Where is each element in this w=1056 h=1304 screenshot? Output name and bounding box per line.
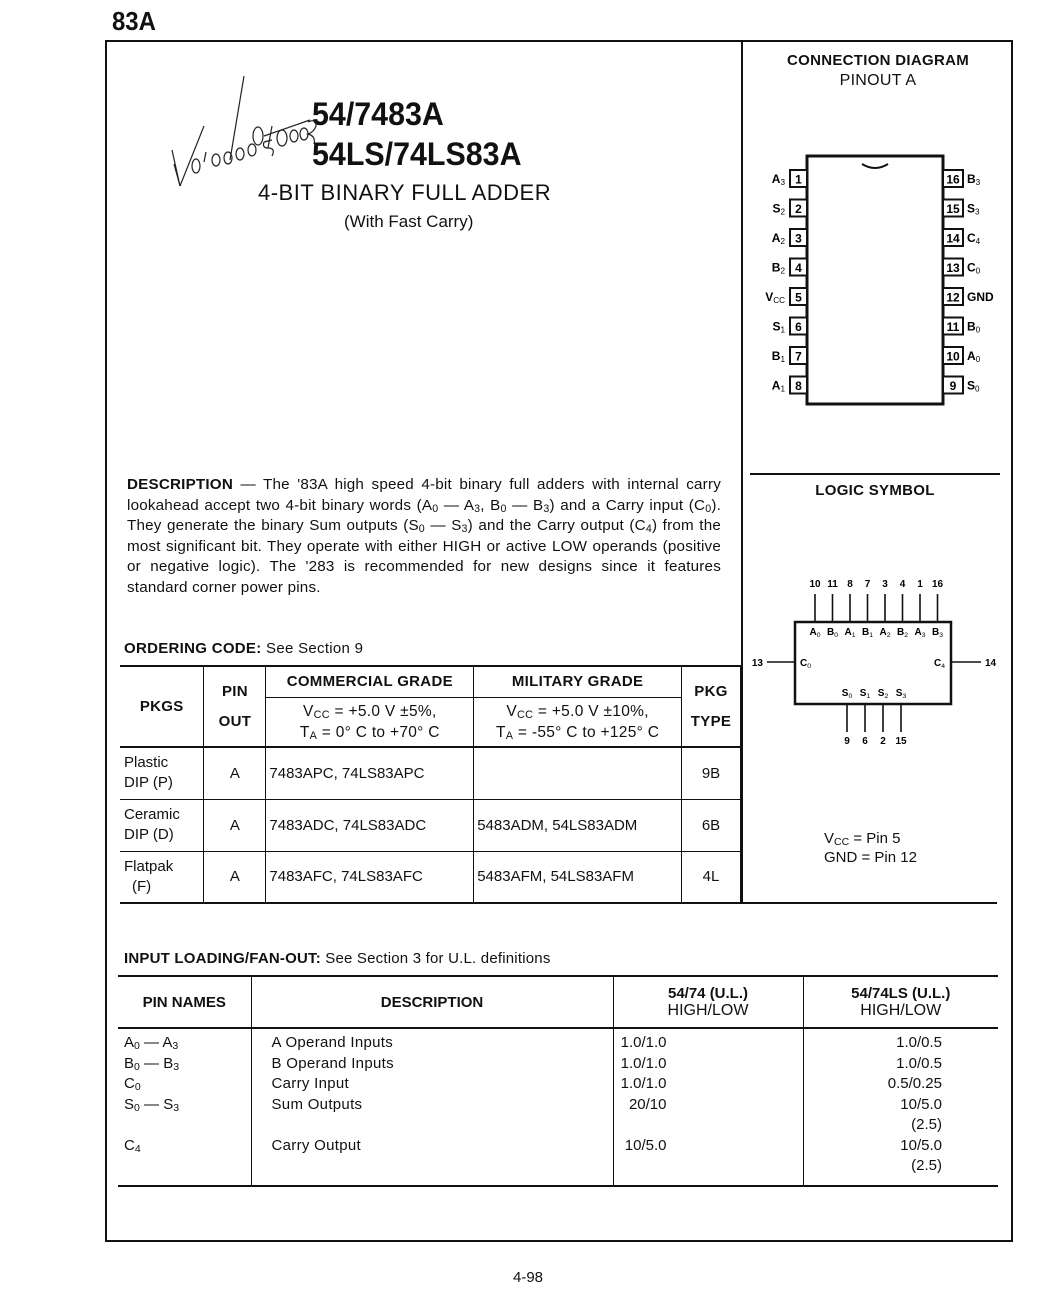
table-row — [118, 1136, 998, 1186]
pinout-diagram — [750, 150, 1010, 410]
pin-4 — [772, 259, 807, 276]
output-S0 — [842, 688, 853, 747]
std-loading: 1.0/1.0 — [613, 1074, 803, 1095]
col-pinout: PIN OUT — [204, 666, 266, 747]
pin-number: 1 — [795, 172, 802, 187]
pin-number: 15 — [895, 736, 907, 747]
pin-number: 14 — [946, 231, 960, 246]
pin-number: 2 — [880, 736, 886, 747]
signal-name: $C_0$ — [800, 658, 812, 670]
pin-name: VCC — [765, 290, 785, 305]
pin-name: C0 — [967, 260, 981, 276]
pin-number: 7 — [795, 349, 802, 364]
ic-body — [807, 156, 943, 404]
signal-name: $A_1$ — [844, 627, 856, 639]
pin-name: B2 — [771, 260, 785, 276]
pin-7 — [772, 347, 807, 364]
pin-9 — [943, 377, 980, 394]
pin-number: 16 — [931, 579, 944, 590]
device-subtitle: (With Fast Carry) — [344, 212, 474, 231]
pin-name: S3 — [967, 201, 980, 217]
input-loading-table — [118, 975, 998, 1187]
commercial-conditions: $V_{CC} = +5.0$ V ±5%, $T_A = 0^\circ$ C to +70° C — [266, 697, 474, 747]
pin-1 — [772, 170, 807, 187]
pin-name: S1 — [772, 319, 785, 335]
signal-name: $S_2$ — [877, 688, 889, 700]
pin-2 — [772, 200, 807, 217]
table-row — [118, 1095, 998, 1136]
part-number-ls: 54LS/74LS83A — [312, 136, 522, 172]
pin-number: 10 — [946, 349, 960, 364]
signal-name: $A_2$ — [879, 627, 891, 639]
output-S1 — [860, 688, 871, 747]
pin-6 — [772, 318, 807, 335]
pin-number: 6 — [795, 320, 802, 334]
pin-3 — [772, 229, 807, 246]
ls-loading: 1.0/0.5 — [803, 1054, 998, 1075]
signal-name: $S_3$ — [895, 688, 907, 700]
ordering-code-heading: ORDERING CODE: See Section 9 — [124, 640, 364, 657]
pin-13 — [943, 259, 981, 276]
ls-loading: 0.5/0.25 — [803, 1074, 998, 1095]
pin-11 — [943, 318, 981, 335]
logic-symbol-title: LOGIC SYMBOL — [815, 482, 935, 499]
pin-number: 6 — [862, 736, 868, 747]
pin-name: A2 — [771, 231, 785, 246]
pin-name: B3 — [967, 172, 981, 187]
pin-name: $C_0$ — [124, 1075, 141, 1093]
pin-number: 13 — [751, 658, 763, 669]
ls-loading: 10/5.0 (2.5) — [803, 1136, 998, 1186]
col-ls-loading: 54/74LS (U.L.) HIGH/LOW — [803, 976, 998, 1028]
pin-description: Sum Outputs — [251, 1095, 613, 1136]
logic-symbol-diagram — [745, 570, 1015, 750]
table-row — [118, 1054, 998, 1075]
description-paragraph: DESCRIPTION — The '83A high speed 4-bit binary full adders with internal carry lookahead accept two 4-bit binary words ($A_0$ — $A_3$, $B_0$ — $B_3$) and a Carry input $(C_0)$. They generate the binary Sum outputs ($S_0$ — $S_3$) and the Carry output $(C_4)$ from the most significant bit. They operate with either HIGH or active LOW operands (positive or negative logic). The '283 is recommended for new designs since it features standard corner power pins. — [127, 476, 722, 596]
pin-16 — [943, 170, 981, 187]
pin-number: 5 — [795, 290, 802, 305]
output-S3 — [895, 688, 907, 747]
pin-number: 10 — [809, 579, 821, 590]
output-S2 — [878, 688, 889, 747]
pin-number: 13 — [946, 261, 960, 275]
pin-name: $A_0$ — $A_3$ — [124, 1034, 179, 1052]
pin-name: GND — [967, 290, 994, 304]
ls-loading: 1.0/0.5 — [803, 1028, 998, 1054]
pin-number: 11 — [827, 579, 838, 590]
pin-number: 1 — [917, 579, 923, 590]
pin-number: 9 — [844, 736, 850, 747]
pin-number: 9 — [949, 379, 957, 393]
pin-number: 3 — [795, 231, 802, 246]
pin-number: 14 — [985, 658, 997, 669]
pin-number: 4 — [795, 261, 802, 275]
device-title: 4-BIT BINARY FULL ADDER — [258, 180, 552, 205]
table-row: Plastic DIP (P) A 7483APC, 74LS83APC 9B — [120, 747, 741, 799]
section-rule — [741, 902, 997, 904]
vcc-note: $V_{CC}$ = Pin 5 — [824, 830, 901, 848]
signal-name: $B_0$ — [826, 627, 839, 639]
table-row — [118, 1028, 998, 1054]
signal-name: $C_4$ — [933, 658, 945, 670]
pin-8 — [772, 377, 807, 394]
pin-number: 16 — [946, 172, 960, 187]
logic-symbol-rule — [750, 473, 1000, 475]
signal-name: $B_1$ — [861, 627, 874, 639]
col-pin-names: PIN NAMES — [118, 976, 251, 1028]
std-loading: 20/10 — [613, 1095, 803, 1136]
signal-name: $A_3$ — [914, 627, 926, 639]
pin-name: $B_0$ — $B_3$ — [124, 1054, 180, 1073]
col-pkgs: PKGS — [120, 666, 204, 747]
std-loading: 1.0/1.0 — [613, 1028, 803, 1054]
input-loading-heading: INPUT LOADING/FAN-OUT: See Section 3 for U.L. definitions — [124, 950, 551, 967]
pin-name: A0 — [967, 349, 981, 364]
col-military: MILITARY GRADE — [474, 666, 682, 697]
pin-name: S2 — [772, 201, 785, 217]
pin-14 — [943, 229, 981, 246]
pin-name: B1 — [771, 349, 785, 364]
pin-number: 4 — [899, 579, 906, 590]
ls-loading: 10/5.0 (2.5) — [803, 1095, 998, 1136]
col-description: DESCRIPTION — [251, 976, 613, 1028]
pin-number: 11 — [946, 320, 960, 334]
military-conditions: $V_{CC} = +5.0$ V ±10%, $T_A = -55^\circ$ C to +125° C — [474, 697, 682, 747]
page-number: 4-98 — [512, 1269, 544, 1286]
pin-name: A3 — [771, 172, 785, 187]
pin-number: 12 — [946, 290, 960, 305]
carry-in — [752, 658, 811, 670]
col-pkg-type: PKG TYPE — [681, 666, 740, 747]
pin-10 — [943, 347, 981, 364]
handwritten-annotation — [160, 40, 320, 200]
signal-name: $B_2$ — [896, 627, 909, 639]
pin-number: 3 — [882, 579, 888, 590]
pin-12 — [943, 288, 994, 305]
pin-name: B0 — [967, 319, 981, 335]
pin-name: $S_0$ — $S_3$ — [124, 1095, 180, 1114]
description-heading: DESCRIPTION — [127, 476, 233, 493]
pin-description: Carry Output — [251, 1136, 613, 1186]
pin-number: 8 — [795, 379, 802, 393]
connection-diagram-subtitle: PINOUT A — [839, 72, 917, 89]
signal-name: $S_1$ — [859, 688, 871, 700]
pin-number: 2 — [795, 202, 802, 216]
pin-name: $C_4$ — [118, 1136, 251, 1186]
pin-name: A1 — [771, 378, 785, 394]
pin-number: 15 — [946, 202, 960, 216]
part-number-primary: 54/7483A — [312, 96, 444, 132]
section-id: 83A — [112, 6, 156, 36]
pin-name: S0 — [967, 378, 980, 394]
column-divider — [741, 42, 743, 904]
col-commercial: COMMERCIAL GRADE — [266, 666, 474, 697]
pin-description: Carry Input — [251, 1074, 613, 1095]
signal-name: $A_0$ — [809, 627, 821, 639]
pin-description: A Operand Inputs — [251, 1028, 613, 1054]
connection-diagram-title: CONNECTION DIAGRAM — [786, 52, 970, 69]
std-loading: 10/5.0 — [613, 1136, 803, 1186]
pin-description: B Operand Inputs — [251, 1054, 613, 1075]
signal-name: $B_3$ — [931, 627, 944, 639]
col-std-loading: 54/74 (U.L.) HIGH/LOW — [613, 976, 803, 1028]
signal-name: $S_0$ — [841, 688, 853, 700]
pin-name: C4 — [967, 231, 981, 246]
ordering-code-table — [120, 665, 741, 904]
table-row: Ceramic DIP (D) A 7483ADC, 74LS83ADC 5483ADM, 54LS83ADM 6B — [120, 799, 741, 851]
table-row — [118, 1074, 998, 1095]
pin-15 — [943, 200, 980, 217]
table-row: Flatpak (F) A 7483AFC, 74LS83AFC 5483AFM, 54LS83AFM 4L — [120, 851, 741, 903]
pin-number: 8 — [847, 579, 853, 590]
std-loading: 1.0/1.0 — [613, 1054, 803, 1075]
pin-number: 7 — [864, 579, 871, 590]
gnd-note: GND = Pin 12 — [824, 849, 917, 866]
pin-5 — [765, 288, 807, 305]
